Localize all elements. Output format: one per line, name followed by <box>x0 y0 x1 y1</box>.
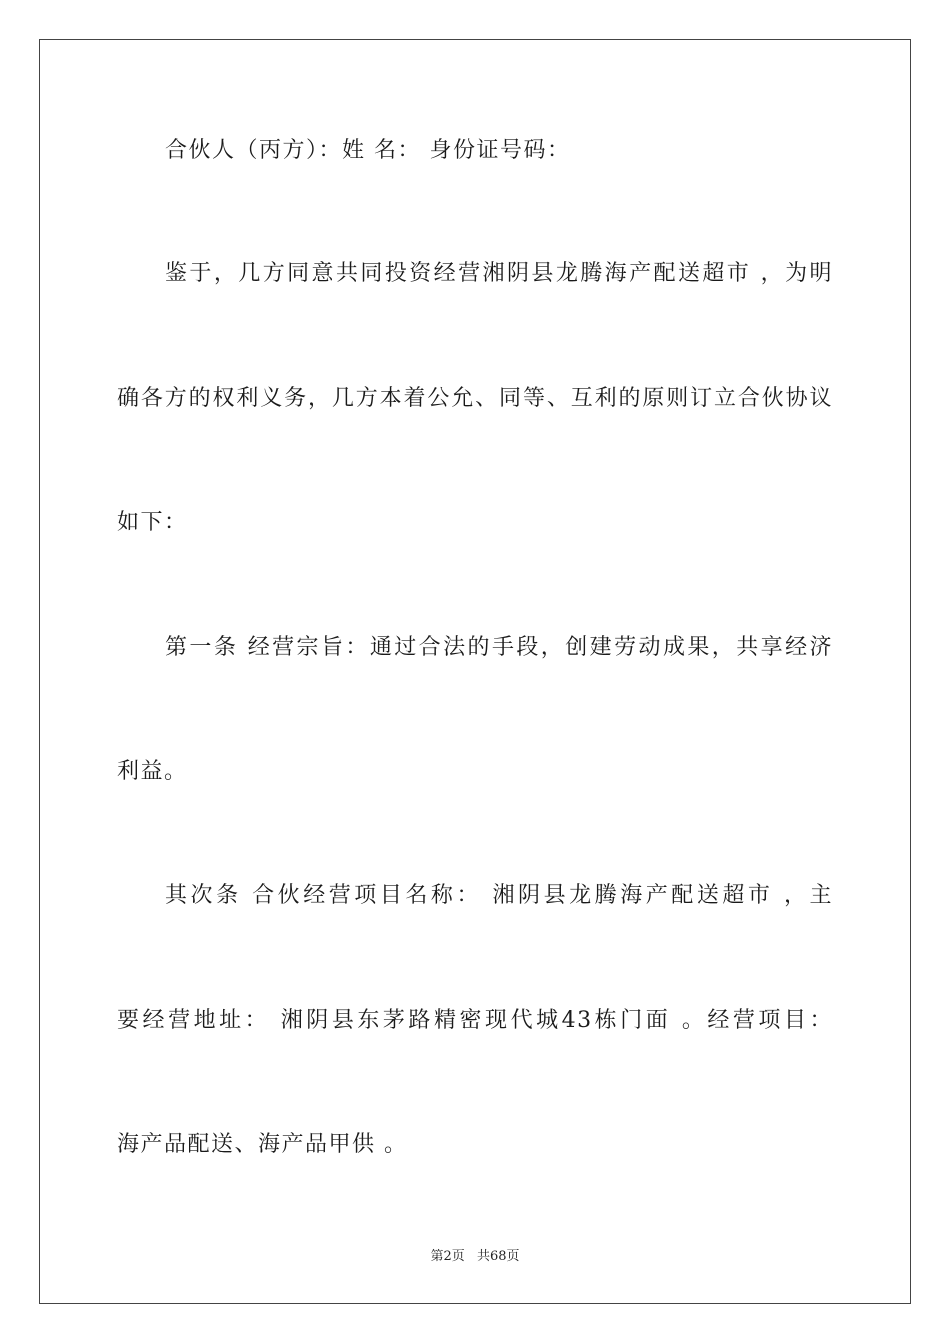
page-total: 共68页 <box>476 1249 520 1264</box>
paragraph-line-partner-c: 合伙人（丙方）：姓 名： 身份证号码： <box>165 138 571 163</box>
paragraph-line-article-1a: 第一条 经营宗旨：通过合法的手段，创建劳动成果，共享经济 <box>165 635 833 660</box>
paragraph-line-preamble-3: 如下： <box>117 510 188 535</box>
page-border <box>39 39 911 1304</box>
paragraph-line-preamble-2: 确各方的权利义务，几方本着公允、同等、互利的原则订立合伙协议 <box>117 386 833 411</box>
page-footer <box>0 1248 950 1266</box>
paragraph-line-article-2c: 海产品配送、海产品甲供 。 <box>117 1132 408 1157</box>
paragraph-line-article-1b: 利益。 <box>117 759 188 784</box>
paragraph-line-article-2b: 要经营地址： 湘阴县东茅路精密现代城43栋门面 。经营项目： <box>117 1008 833 1033</box>
paragraph-line-preamble-1: 鉴于，几方同意共同投资经营湘阴县龙腾海产配送超市 ，为明 <box>165 261 833 286</box>
paragraph-line-article-2a: 其次条 合伙经营项目名称： 湘阴县龙腾海产配送超市 ，主 <box>165 883 833 908</box>
page-number: 第2页 <box>430 1249 465 1264</box>
